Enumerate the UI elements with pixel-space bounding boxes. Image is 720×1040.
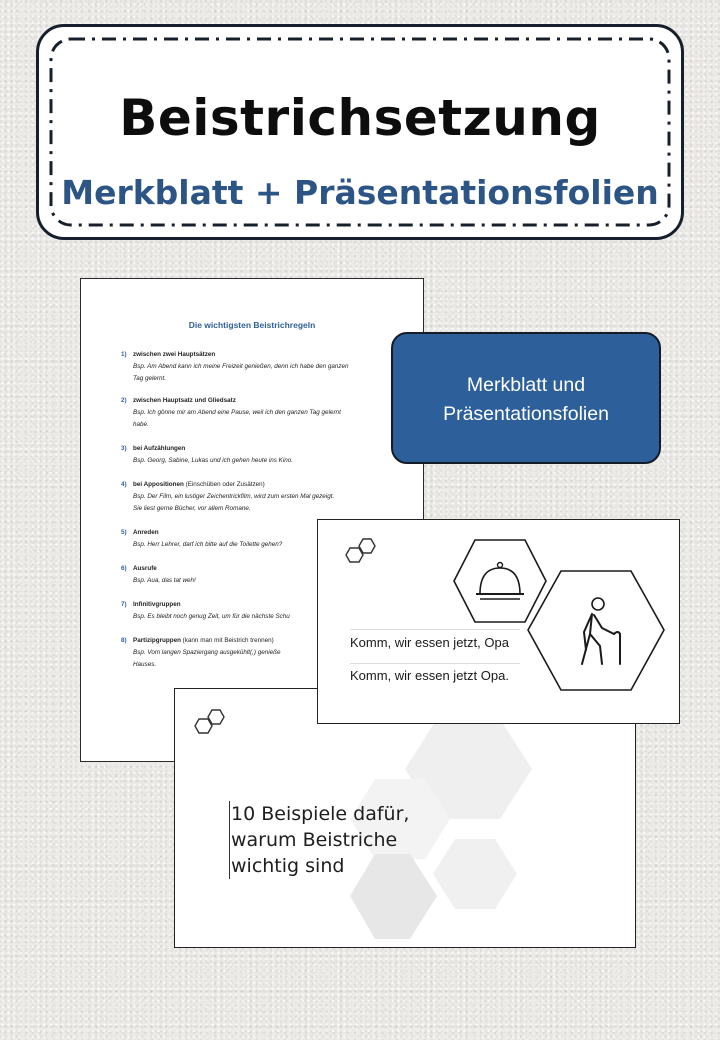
callout-line: Merkblatt und [466,374,586,396]
rule-item: 2) zwischen Hauptsatz und Gliedsatz Bsp. Ich gönne mir am Abend eine Pause, weil ich den ganzen Tag gelernt habe. [121,397,341,428]
example-sentence: Komm, wir essen jetzt Opa. [350,668,509,683]
rule-item: 4) bei Appositionen (Einschüben oder Zusätzen) Bsp. Der Film, ein lustiger Zeichentrickfilm, wird zum ersten Mal gezeigt. Sie liest gerne Bücher, vor allem Romane. [121,481,335,512]
page-title: Beistrichsetzung [119,89,601,147]
rule-item: 7) Infinitivgruppen Bsp. Es bleibt noch genug Zeit, um für die nächste Schu [121,601,290,620]
rule-item: 8) Partizipgruppen (kann man mit Beistrich trennen) Bsp. Vom langen Spaziergang ausgekühlt(,) genieße Hauses. [121,637,281,668]
elderly-person-icon [526,568,666,694]
hexagon-logo-icon [189,705,239,745]
rule-item: 5) Anreden Bsp. Herr Lehrer, darf ich bitte auf die Toilette gehen? [121,529,283,548]
divider [350,629,520,630]
callout-line: Präsentationsfolien [443,403,609,425]
divider [350,663,520,664]
rule-item: 3) bei Aufzählungen Bsp. Georg, Sabine, Lukas und ich gehen heute ins Kino. [121,445,293,464]
slide-title-preview [174,688,636,948]
callout-box [391,332,661,464]
page-subtitle: Merkblatt + Präsentationsfolien [61,173,659,212]
rule-item: 6) Ausrufe Bsp. Aua, das tat weh! [121,565,196,584]
sheet-title: Die wichtigsten Beistrichregeln [188,320,316,330]
slide-example-preview [317,519,680,724]
rule-item: 1) zwischen zwei Hauptsätzen Bsp. Am Abend kann ich meine Freizeit genießen, denn ich habe den ganzen Tag gelernt. [121,351,349,382]
slide-heading: 10 Beispiele dafür, warum Beistriche wichtig sind [231,803,410,877]
example-sentence: Komm, wir essen jetzt, Opa [350,635,509,650]
hexagon-logo-icon [340,534,390,574]
title-banner [36,24,684,240]
